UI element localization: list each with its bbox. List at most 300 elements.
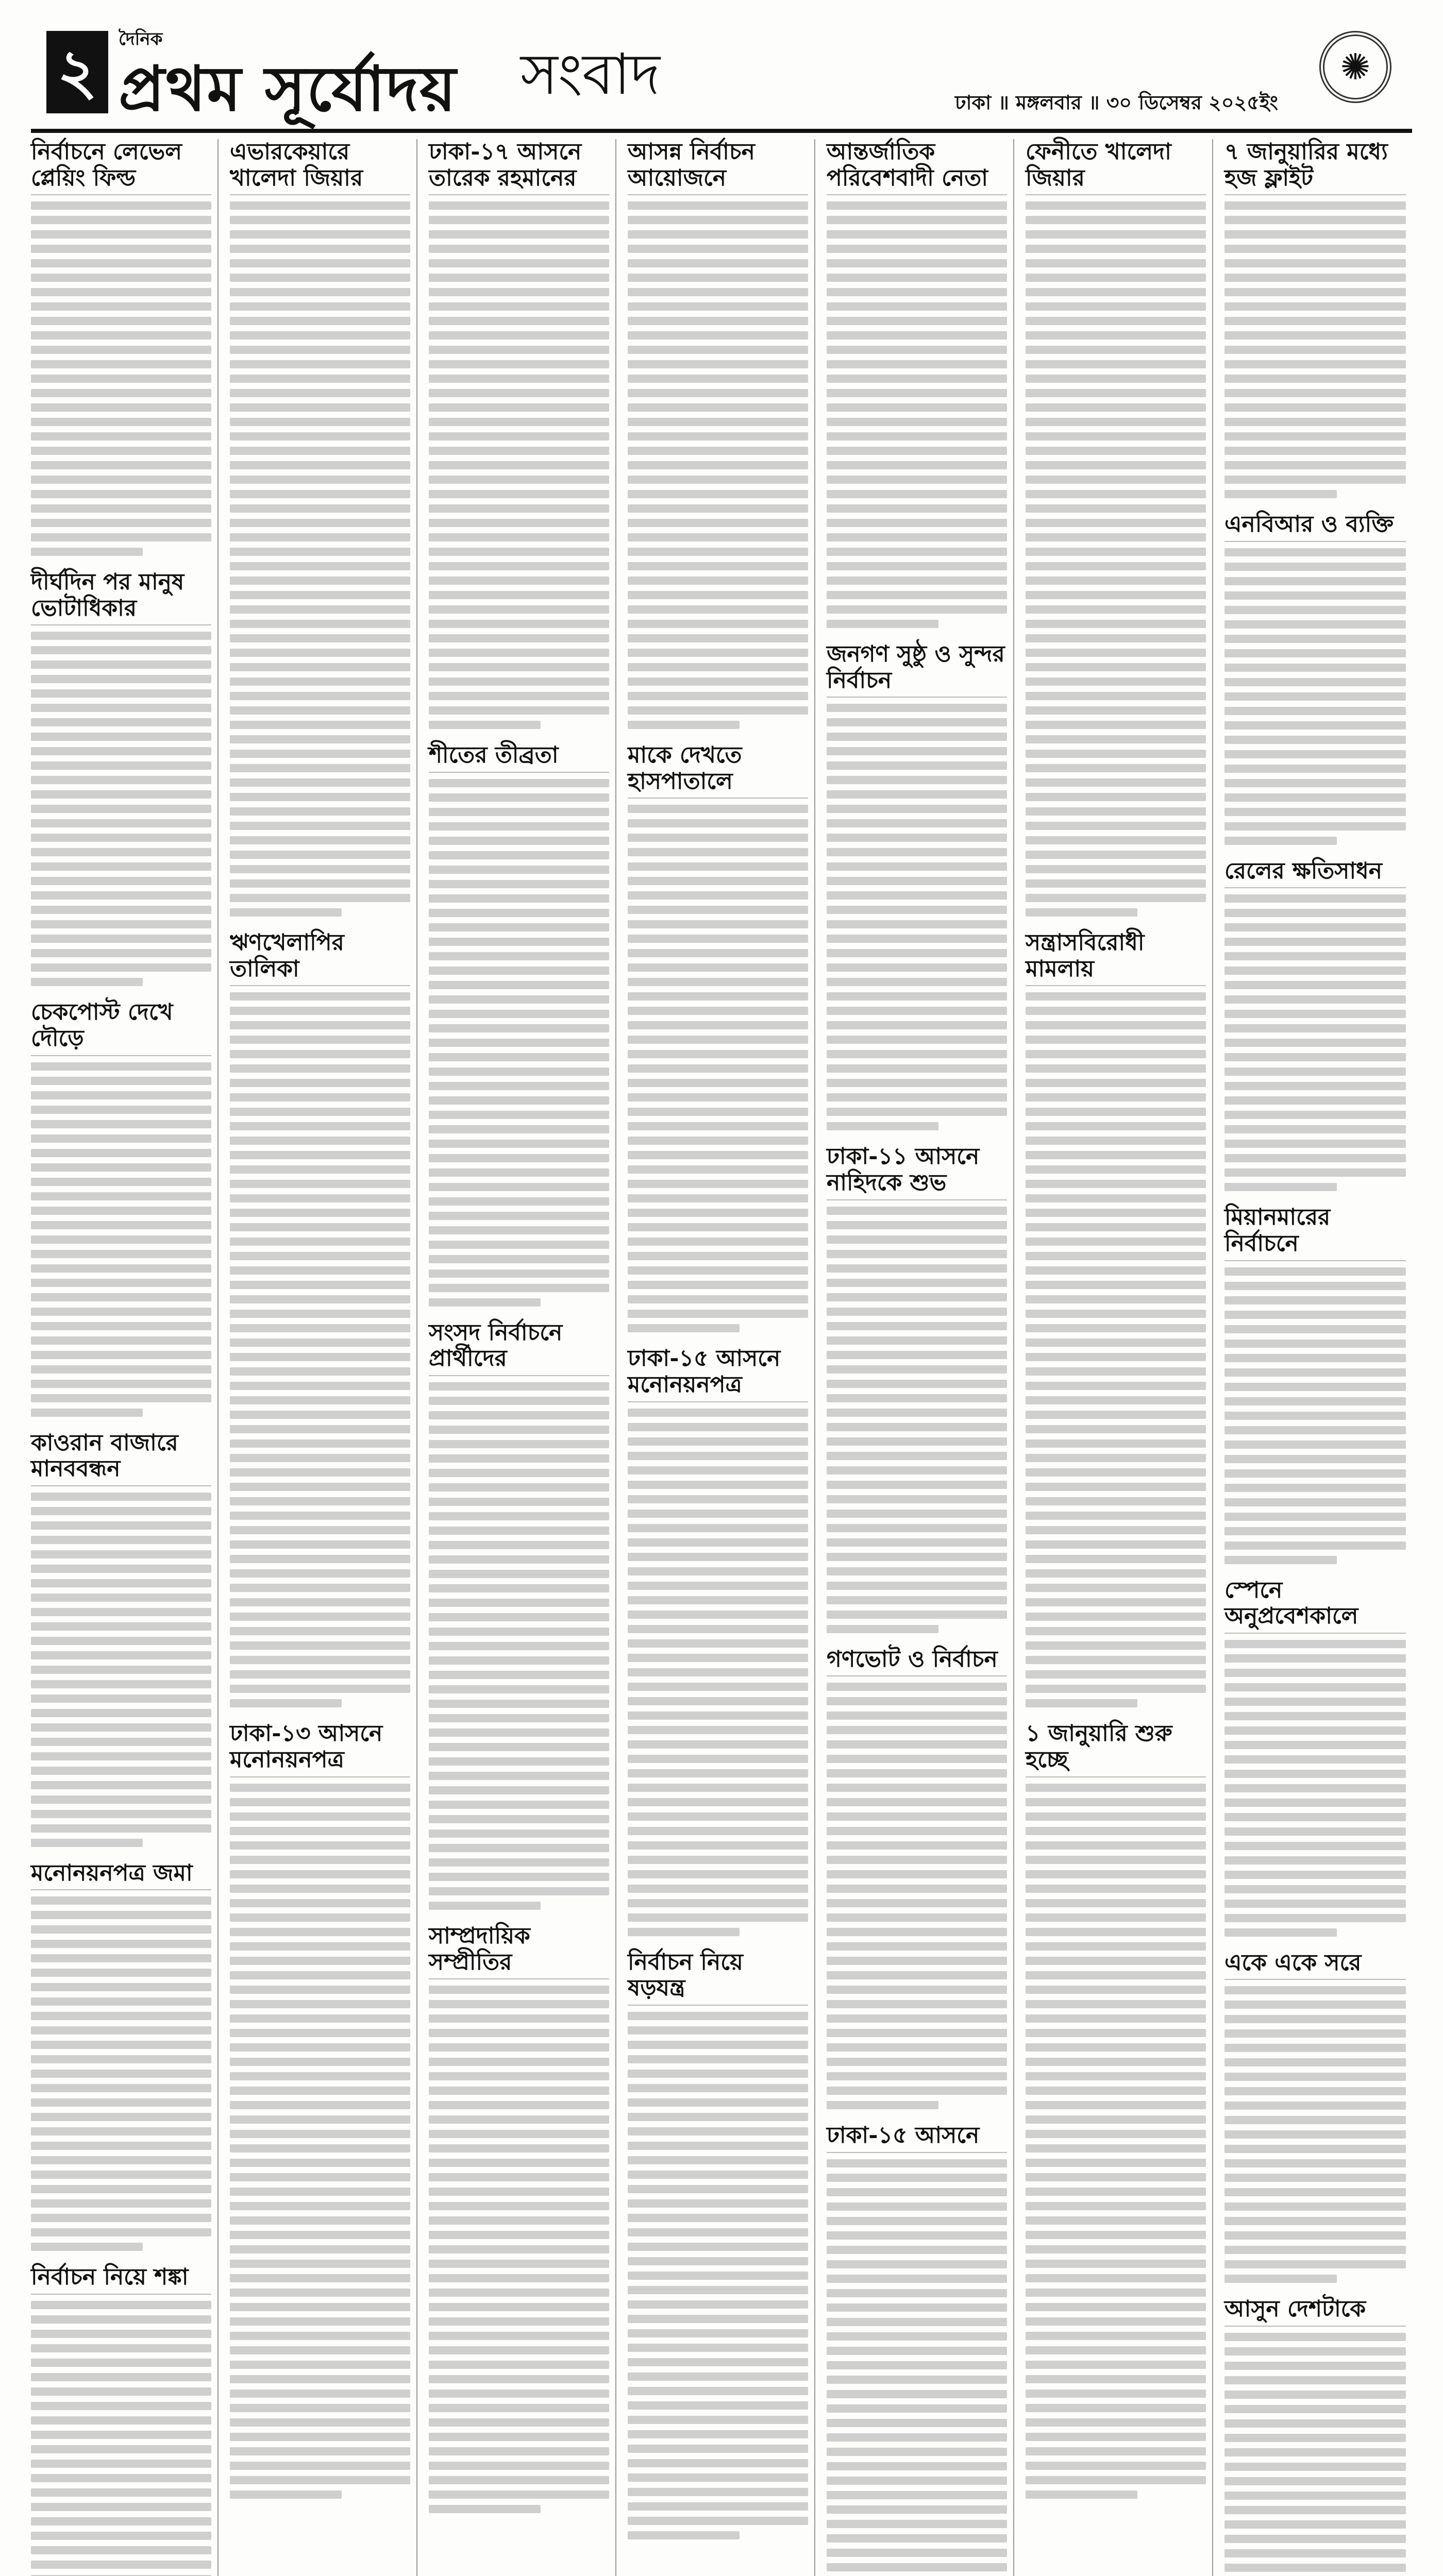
body-text-line bbox=[1224, 1541, 1406, 1550]
body-text-line bbox=[827, 1625, 938, 1633]
body-text-line bbox=[628, 2012, 808, 2020]
body-text-line bbox=[628, 476, 808, 484]
body-text-line bbox=[429, 476, 609, 484]
body-text-line bbox=[429, 1714, 609, 1722]
body-text-line bbox=[230, 2361, 410, 2369]
body-text-line bbox=[1224, 2376, 1406, 2384]
body-text-line bbox=[628, 2156, 808, 2164]
body-text-line bbox=[230, 591, 410, 599]
body-text-line bbox=[1224, 1856, 1406, 1865]
body-text-line bbox=[230, 2115, 410, 2124]
body-text-line bbox=[628, 1538, 808, 1547]
body-text-line bbox=[31, 461, 211, 469]
body-text-line bbox=[230, 1812, 410, 1821]
body-text-line bbox=[230, 1238, 410, 1246]
article bbox=[429, 1923, 609, 2513]
body-text-line bbox=[230, 1310, 410, 1318]
body-text-line bbox=[31, 1091, 211, 1099]
body-text-line bbox=[628, 1021, 808, 1029]
body-text-line bbox=[827, 577, 1007, 585]
body-text-line bbox=[1026, 836, 1206, 844]
article-headline[interactable]: শীতের তীব্রতা bbox=[429, 742, 609, 773]
body-text-line bbox=[1224, 1755, 1406, 1764]
body-text-line bbox=[429, 1728, 609, 1737]
body-text-line bbox=[429, 1786, 609, 1794]
body-text-line bbox=[628, 620, 808, 628]
body-text-line bbox=[230, 1108, 410, 1116]
body-text-line bbox=[429, 2274, 609, 2282]
body-text-line bbox=[827, 1264, 1007, 1273]
body-text-line bbox=[1224, 1168, 1406, 1177]
body-text-line bbox=[1224, 1053, 1406, 1061]
article-headline[interactable]: মনোনয়নপত্র জমা bbox=[31, 1860, 211, 1891]
body-text-line bbox=[827, 418, 1007, 426]
body-text-line bbox=[429, 2043, 609, 2052]
body-text-line bbox=[230, 562, 410, 570]
body-text-line bbox=[31, 2546, 211, 2554]
body-text-line bbox=[1224, 2535, 1406, 2543]
body-text-line bbox=[230, 735, 410, 743]
body-text-line bbox=[429, 461, 609, 469]
body-text-line bbox=[1026, 1526, 1206, 1534]
body-text-line bbox=[1026, 562, 1206, 570]
body-text-line bbox=[827, 1122, 938, 1130]
brand-daily-label: দৈনিক bbox=[119, 29, 163, 49]
body-text-line bbox=[628, 1913, 808, 1922]
body-text-line bbox=[1026, 1656, 1206, 1664]
body-text-line bbox=[31, 1077, 211, 1085]
body-text-line bbox=[827, 476, 1007, 484]
body-text-line bbox=[1026, 1007, 1206, 1015]
body-text-line bbox=[628, 1050, 808, 1058]
body-text-line bbox=[230, 2418, 410, 2427]
body-text-line bbox=[31, 1795, 211, 1804]
body-text-line bbox=[31, 1536, 211, 1544]
article-headline[interactable]: ৭ জানুয়ারির মধ্যে হজ ফ্লাইট bbox=[1224, 139, 1406, 195]
body-text-line bbox=[1026, 346, 1206, 354]
page-number: ২ bbox=[46, 31, 108, 113]
body-text-line bbox=[827, 1437, 1007, 1446]
article-headline[interactable]: স্পেনে অনুপ্রবেশকালে bbox=[1224, 1578, 1406, 1634]
body-text-line bbox=[429, 1125, 609, 1133]
body-text-line bbox=[1026, 1641, 1206, 1650]
body-text-line bbox=[1224, 216, 1406, 224]
body-text-line bbox=[31, 646, 211, 654]
article-headline[interactable]: ঢাকা-১১ আসনে নাহিদকে শুভ bbox=[827, 1144, 1007, 1200]
body-text-line bbox=[628, 2185, 808, 2193]
body-text-line bbox=[429, 302, 609, 311]
body-text-line bbox=[1224, 793, 1406, 802]
body-text-line bbox=[1224, 2477, 1406, 2485]
article-body bbox=[827, 2159, 1007, 2576]
body-text-line bbox=[827, 1250, 1007, 1258]
article-headline[interactable]: সংসদ নির্বাচনে প্রার্থীদের bbox=[429, 1320, 609, 1376]
body-text-line bbox=[1026, 2433, 1206, 2441]
body-text-line bbox=[31, 504, 211, 513]
body-text-line bbox=[429, 634, 609, 642]
body-text-line bbox=[429, 201, 609, 210]
body-text-line bbox=[1224, 1770, 1406, 1778]
body-text-line bbox=[429, 1700, 609, 1708]
body-text-line bbox=[1026, 865, 1206, 873]
body-text-line bbox=[827, 920, 1007, 928]
body-text-line bbox=[827, 1079, 1007, 1087]
body-text-line bbox=[429, 851, 609, 859]
body-text-line bbox=[1026, 259, 1206, 267]
article bbox=[1026, 930, 1206, 1707]
article-headline[interactable]: ঋণখেলাপির তালিকা bbox=[230, 930, 410, 986]
body-text-line bbox=[1026, 504, 1206, 513]
body-text-line bbox=[1026, 360, 1206, 368]
body-text-line bbox=[1224, 678, 1406, 686]
column-3 bbox=[429, 139, 616, 2576]
body-text-line bbox=[1224, 346, 1406, 354]
body-text-line bbox=[429, 2087, 609, 2095]
body-text-line bbox=[31, 1322, 211, 1330]
body-text-line bbox=[31, 2431, 211, 2439]
body-text-line bbox=[1224, 259, 1406, 267]
body-text-line bbox=[1026, 1367, 1206, 1376]
article-headline[interactable]: গণভোট ও নির্বাচন bbox=[827, 1647, 1007, 1677]
article-headline[interactable]: নির্বাচনে লেভেল প্লেয়িং ফিল্ড bbox=[31, 139, 211, 195]
article-headline[interactable]: ১ জানুয়ারি শুরু হচ্ছে bbox=[1026, 1721, 1206, 1777]
article bbox=[827, 2123, 1007, 2576]
body-text-line bbox=[31, 1839, 143, 1847]
body-text-line bbox=[230, 1180, 410, 1188]
article-headline[interactable]: আসুন দেশটাকে bbox=[1224, 2296, 1406, 2327]
body-text-line bbox=[1026, 317, 1206, 325]
body-text-line bbox=[429, 562, 609, 570]
body-text-line bbox=[827, 747, 1007, 755]
article-headline[interactable]: ঢাকা-১৫ আসনে মনোনয়নপত্র bbox=[628, 1346, 808, 1402]
body-text-line bbox=[230, 1295, 410, 1303]
body-text-line bbox=[628, 2070, 808, 2078]
body-text-line bbox=[827, 1495, 1007, 1503]
body-text-line bbox=[31, 216, 211, 224]
body-text-line bbox=[1026, 447, 1206, 455]
body-text-line bbox=[230, 2274, 410, 2282]
body-text-line bbox=[31, 1637, 211, 1645]
body-text-line bbox=[1026, 403, 1206, 412]
body-text-line bbox=[1026, 1151, 1206, 1159]
body-text-line bbox=[31, 1911, 211, 1919]
body-text-line bbox=[429, 1096, 609, 1105]
body-text-line bbox=[1224, 432, 1406, 440]
body-text-line bbox=[827, 1697, 1007, 1705]
body-text-line bbox=[628, 1252, 808, 1260]
body-text-line bbox=[827, 216, 1007, 224]
body-text-line bbox=[1026, 1295, 1206, 1303]
body-text-line bbox=[230, 1613, 410, 1621]
body-text-line bbox=[31, 2214, 211, 2222]
body-text-line bbox=[628, 2329, 808, 2337]
article-headline[interactable]: জনগণ সুষ্ঠু ও সুন্দর নির্বাচন bbox=[827, 641, 1007, 698]
body-text-line bbox=[1224, 548, 1406, 556]
body-text-line bbox=[31, 920, 211, 928]
body-text-line bbox=[1224, 2159, 1406, 2167]
body-text-line bbox=[230, 1439, 410, 1448]
body-text-line bbox=[230, 389, 410, 397]
body-text-line bbox=[827, 2260, 1007, 2268]
body-text-line bbox=[1224, 1267, 1406, 1276]
body-text-line bbox=[230, 1957, 410, 1965]
article-headline[interactable]: ঢাকা-১৭ আসনে তারেক রহমানের bbox=[429, 139, 609, 195]
body-text-line bbox=[827, 375, 1007, 383]
body-text-line bbox=[429, 2130, 609, 2138]
body-text-line bbox=[230, 1798, 410, 1806]
body-text-line bbox=[628, 1165, 808, 1174]
body-text-line bbox=[429, 1382, 609, 1391]
article-headline[interactable]: নির্বাচন নিয়ে শঙ্কা bbox=[31, 2264, 211, 2295]
body-text-line bbox=[429, 620, 609, 628]
article-headline[interactable]: নির্বাচন নিয়ে ষড়যন্ত্র bbox=[628, 1950, 808, 2006]
body-text-line bbox=[230, 1913, 410, 1922]
body-text-line bbox=[429, 2389, 609, 2398]
body-text-line bbox=[1224, 1986, 1406, 1994]
body-text-line bbox=[628, 1567, 808, 1575]
body-text-line bbox=[628, 649, 808, 657]
body-text-line bbox=[1026, 620, 1206, 628]
body-text-line bbox=[429, 1628, 609, 1636]
body-text-line bbox=[429, 1527, 609, 1535]
body-text-line bbox=[230, 706, 410, 715]
body-text-line bbox=[628, 805, 808, 813]
body-text-line bbox=[429, 2418, 609, 2427]
body-text-line bbox=[1026, 706, 1206, 715]
body-text-line bbox=[429, 2188, 609, 2196]
body-text-line bbox=[628, 418, 808, 426]
body-text-line bbox=[827, 288, 1007, 296]
article-headline[interactable]: দীর্ঘদিন পর মানুষ ভোটাধিকার bbox=[31, 569, 211, 625]
body-text-line bbox=[31, 1738, 211, 1746]
body-text-line bbox=[628, 2272, 808, 2280]
body-text-line bbox=[1026, 245, 1206, 253]
body-text-line bbox=[230, 1396, 410, 1404]
section-title: সংবাদ bbox=[521, 41, 660, 107]
article-headline[interactable]: আন্তর্জাতিক পরিবেশবাদী নেতা bbox=[827, 139, 1007, 195]
body-text-line bbox=[628, 2517, 808, 2525]
body-text-line bbox=[827, 761, 1007, 770]
body-text-line bbox=[230, 2087, 410, 2095]
body-text-line bbox=[31, 259, 211, 267]
body-text-line bbox=[31, 819, 211, 827]
body-text-line bbox=[827, 1683, 1007, 1691]
article-columns bbox=[31, 139, 1412, 2323]
body-text-line bbox=[1224, 1354, 1406, 1362]
body-text-line bbox=[1026, 1266, 1206, 1275]
body-text-line bbox=[31, 1380, 211, 1388]
body-text-line bbox=[230, 2245, 410, 2253]
article-headline[interactable]: রেলের ক্ষতিসাধন bbox=[1224, 858, 1406, 889]
article bbox=[429, 1320, 609, 1910]
body-text-line bbox=[628, 2142, 808, 2150]
body-text-line bbox=[1026, 2418, 1206, 2427]
body-text-line bbox=[429, 274, 609, 282]
body-text-line bbox=[31, 718, 211, 726]
body-text-line bbox=[31, 403, 211, 412]
body-text-line bbox=[1224, 375, 1406, 383]
body-text-line bbox=[827, 2491, 1007, 2499]
body-text-line bbox=[1026, 1310, 1206, 1318]
body-text-line bbox=[1026, 1497, 1206, 1505]
body-text-line bbox=[31, 245, 211, 253]
body-text-line bbox=[429, 1212, 609, 1220]
body-text-line bbox=[827, 201, 1007, 210]
body-text-line bbox=[628, 1784, 808, 1792]
body-text-line bbox=[230, 2346, 410, 2354]
body-text-line bbox=[429, 1570, 609, 1578]
body-text-line bbox=[429, 1039, 609, 1047]
body-text-line bbox=[230, 2433, 410, 2441]
article-body bbox=[429, 1382, 609, 1910]
body-text-line bbox=[230, 2202, 410, 2210]
body-text-line bbox=[31, 2142, 211, 2150]
body-text-line bbox=[31, 848, 211, 856]
article-headline[interactable]: সাম্প্রদায়িক সম্প্রীতির bbox=[429, 1923, 609, 1979]
body-text-line bbox=[31, 1925, 211, 1934]
body-text-line bbox=[1224, 1440, 1406, 1449]
body-text-line bbox=[827, 432, 1007, 440]
body-text-line bbox=[429, 259, 609, 267]
body-text-line bbox=[429, 2173, 609, 2181]
body-text-line bbox=[429, 2476, 609, 2484]
body-text-line bbox=[230, 721, 410, 729]
article bbox=[429, 139, 609, 729]
body-text-line bbox=[1224, 2202, 1406, 2211]
body-text-line bbox=[230, 2058, 410, 2066]
article-headline[interactable]: মিয়ানমারের নির্বাচনে bbox=[1224, 1205, 1406, 1261]
body-text-line bbox=[1224, 1712, 1406, 1720]
body-text-line bbox=[628, 548, 808, 556]
body-text-line bbox=[827, 562, 1007, 570]
body-text-line bbox=[429, 1757, 609, 1766]
body-text-line bbox=[628, 2416, 808, 2424]
body-text-line bbox=[628, 461, 808, 469]
body-text-line bbox=[1026, 2159, 1206, 2167]
body-text-line bbox=[31, 2315, 211, 2324]
body-text-line bbox=[31, 274, 211, 282]
body-text-line bbox=[31, 704, 211, 712]
body-text-line bbox=[827, 2520, 1007, 2528]
body-text-line bbox=[31, 1608, 211, 1616]
body-text-line bbox=[31, 1178, 211, 1186]
body-text-line bbox=[827, 1913, 1007, 1922]
body-text-line bbox=[1224, 1010, 1406, 1018]
body-text-line bbox=[1224, 274, 1406, 282]
article-headline[interactable]: এভারকেয়ারে খালেদা জিয়ার bbox=[230, 139, 410, 195]
body-text-line bbox=[827, 274, 1007, 282]
body-text-line bbox=[1224, 2130, 1406, 2139]
article-headline[interactable]: কাওরান বাজারে মানববন্ধন bbox=[31, 1430, 211, 1486]
body-text-line bbox=[628, 1151, 808, 1159]
body-text-line bbox=[429, 2101, 609, 2109]
body-text-line bbox=[827, 2448, 1007, 2456]
body-text-line bbox=[1026, 2014, 1206, 2023]
body-text-line bbox=[827, 2347, 1007, 2355]
body-text-line bbox=[230, 778, 410, 787]
body-text-line bbox=[230, 1497, 410, 1505]
body-text-line bbox=[230, 2159, 410, 2167]
body-text-line bbox=[628, 274, 808, 282]
body-text-line bbox=[31, 935, 211, 943]
body-text-line bbox=[230, 476, 410, 484]
body-text-line bbox=[1224, 707, 1406, 715]
body-text-line bbox=[230, 2476, 410, 2484]
body-text-line bbox=[1224, 2188, 1406, 2196]
body-text-line bbox=[1224, 2231, 1406, 2240]
body-text-line bbox=[31, 447, 211, 455]
body-text-line bbox=[429, 1010, 609, 1018]
body-text-line bbox=[1224, 447, 1406, 455]
article-headline[interactable]: এনবিআর ও ব্যক্তি bbox=[1224, 512, 1406, 542]
body-text-line bbox=[827, 1928, 1007, 1936]
body-text-line bbox=[31, 1752, 211, 1760]
body-text-line bbox=[628, 935, 808, 943]
article-headline[interactable]: আসন্ন নির্বাচন আয়োজনে bbox=[628, 139, 808, 195]
body-text-line bbox=[31, 949, 211, 957]
body-text-line bbox=[230, 1137, 410, 1145]
body-text-line bbox=[1026, 1108, 1206, 1116]
body-text-line bbox=[628, 1310, 808, 1318]
body-text-line bbox=[1224, 2145, 1406, 2153]
article-headline[interactable]: একে একে সরে bbox=[1224, 1950, 1406, 1980]
article-headline[interactable]: সন্ত্রাসবিরোধী মামলায় bbox=[1026, 930, 1206, 986]
body-text-line bbox=[429, 1053, 609, 1061]
body-text-line bbox=[31, 201, 211, 210]
body-text-line bbox=[1224, 1484, 1406, 1492]
body-text-line bbox=[1026, 1827, 1206, 1835]
body-text-line bbox=[1026, 1165, 1206, 1174]
body-text-line bbox=[1026, 807, 1206, 816]
body-text-line bbox=[31, 805, 211, 813]
body-text-line bbox=[827, 1841, 1007, 1850]
body-text-line bbox=[1026, 1670, 1206, 1679]
article-headline[interactable]: ঢাকা-১৫ আসনে bbox=[827, 2123, 1007, 2153]
body-text-line bbox=[429, 995, 609, 1004]
article-headline[interactable]: চেকপোস্ট দেখে দৌড়ে bbox=[31, 999, 211, 1056]
body-text-line bbox=[1026, 533, 1206, 541]
article bbox=[31, 569, 211, 986]
body-text-line bbox=[628, 2387, 808, 2395]
body-text-line bbox=[230, 620, 410, 628]
body-text-line bbox=[827, 2549, 1007, 2557]
article-headline[interactable]: ঢাকা-১৩ আসনে মনোনয়নপত্র bbox=[230, 1721, 410, 1777]
body-text-line bbox=[31, 2517, 211, 2526]
body-text-line bbox=[1026, 2202, 1206, 2210]
body-text-line bbox=[1224, 2434, 1406, 2442]
article-headline[interactable]: মাকে দেখতে হাসপাতালে bbox=[628, 742, 808, 799]
body-text-line bbox=[827, 848, 1007, 856]
body-text-line bbox=[1224, 1799, 1406, 1807]
body-text-line bbox=[1224, 981, 1406, 989]
body-text-line bbox=[628, 389, 808, 397]
body-text-line bbox=[628, 591, 808, 599]
body-text-line bbox=[1224, 765, 1406, 773]
body-text-line bbox=[1026, 1613, 1206, 1621]
body-text-line bbox=[827, 2159, 1007, 2167]
body-text-line bbox=[1224, 1455, 1406, 1463]
body-text-line bbox=[230, 2490, 342, 2499]
body-text-line bbox=[31, 1694, 211, 1703]
body-text-line bbox=[230, 490, 410, 498]
body-text-line bbox=[429, 577, 609, 585]
article-body bbox=[31, 1896, 211, 2251]
article bbox=[1224, 2296, 1406, 2576]
body-text-line bbox=[1026, 2462, 1206, 2470]
body-text-line bbox=[230, 1827, 410, 1835]
article-headline[interactable]: ফেনীতে খালেদা জিয়ার bbox=[1026, 139, 1206, 195]
body-text-line bbox=[827, 1971, 1007, 1979]
